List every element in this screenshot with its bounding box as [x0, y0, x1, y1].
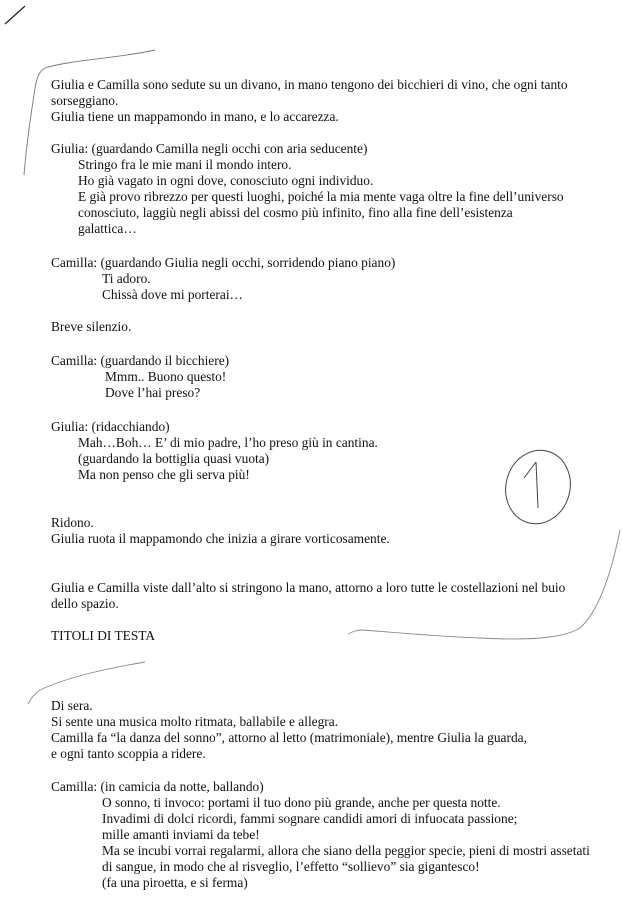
dialogue-line: Ho già vagato in ogni dove, conosciuto ogni individuo.	[78, 173, 374, 188]
dialogue-line: Chissà dove mi porterai…	[102, 287, 243, 302]
dialogue-line: O sonno, ti invoco: portami il tuo dono più grande, anche per questa notte.	[102, 795, 501, 810]
dialogue-line: Dove l’hai preso?	[105, 385, 201, 400]
stage-direction: Giulia e Camilla sono sedute su un divano, in mano tengono dei bicchieri di vino, che ogni tanto	[51, 77, 568, 92]
character-cue-giulia: Giulia: (guardando Camilla negli occhi con aria seducente)	[51, 141, 368, 156]
titles-heading: TITOLI DI TESTA	[51, 628, 156, 643]
dialogue-line: (fa una piroetta, e si ferma)	[102, 875, 248, 890]
stage-direction: Si sente una musica molto ritmata, ballabile e allegra.	[51, 714, 339, 729]
dialogue-line: Invadimi di dolci ricordi, fammi sognare candidi amori di infuocata passione;	[102, 811, 518, 826]
dialogue-line: Ma se incubi vorrai regalarmi, allora che siano della peggior specie, pieni di mostri assetati	[102, 843, 590, 858]
dialogue-line: Ti adoro.	[102, 271, 151, 286]
stage-direction: Giulia ruota il mappamondo che inizia a girare vorticosamente.	[51, 531, 390, 546]
dialogue-line: conosciuto, laggiù negli abissi del cosmo più infinito, fino alla fine dell’esistenza	[78, 205, 513, 220]
slash-mark	[5, 6, 25, 24]
stage-direction: Ridono.	[51, 515, 94, 530]
dialogue-line: mille amanti inviami da tebe!	[102, 827, 260, 842]
dialogue-line: di sangue, in modo che al risveglio, l’effetto “sollievo” sia gigantesco!	[102, 859, 480, 874]
page-number-one	[524, 462, 538, 508]
dialogue-line: Mmm.. Buono questo!	[105, 369, 227, 384]
dialogue-line: Mah…Boh… E’ di mio padre, l’ho preso giù in cantina.	[78, 435, 378, 450]
stage-direction: Breve silenzio.	[51, 319, 132, 334]
character-cue-giulia: Giulia: (ridacchiando)	[51, 419, 170, 434]
dialogue-line: (guardando la bottiglia quasi vuota)	[78, 451, 270, 466]
dialogue-line: E già provo ribrezzo per questi luoghi, poiché la mia mente vaga oltre la fine dell’universo	[78, 189, 564, 204]
stage-direction: dello spazio.	[51, 596, 119, 611]
character-cue-camilla: Camilla: (guardando Giulia negli occhi, sorridendo piano piano)	[51, 255, 396, 270]
dialogue-line: Ma non penso che gli serva più!	[78, 467, 250, 482]
dialogue-line: Stringo fra le mie mani il mondo intero.	[78, 157, 292, 172]
stage-direction: Giulia tiene un mappamondo in mano, e lo accarezza.	[51, 109, 339, 124]
stage-direction: sorseggiano.	[51, 93, 119, 108]
stage-direction: Camilla fa “la danza del sonno”, attorno al letto (matrimoniale), mentre Giulia la guarda,	[51, 730, 527, 745]
stage-direction: e ogni tanto scoppia a ridere.	[51, 746, 206, 761]
character-cue-camilla: Camilla: (in camicia da notte, ballando)	[51, 779, 264, 794]
page-number	[538, 487, 539, 488]
dialogue-line: galattica…	[78, 221, 137, 236]
character-cue-camilla: Camilla: (guardando il bicchiere)	[51, 353, 230, 368]
stage-direction: Giulia e Camilla viste dall’alto si stringono la mano, attorno a loro tutte le costellazioni nel buio	[51, 580, 566, 595]
stage-direction: Di sera.	[51, 698, 93, 713]
